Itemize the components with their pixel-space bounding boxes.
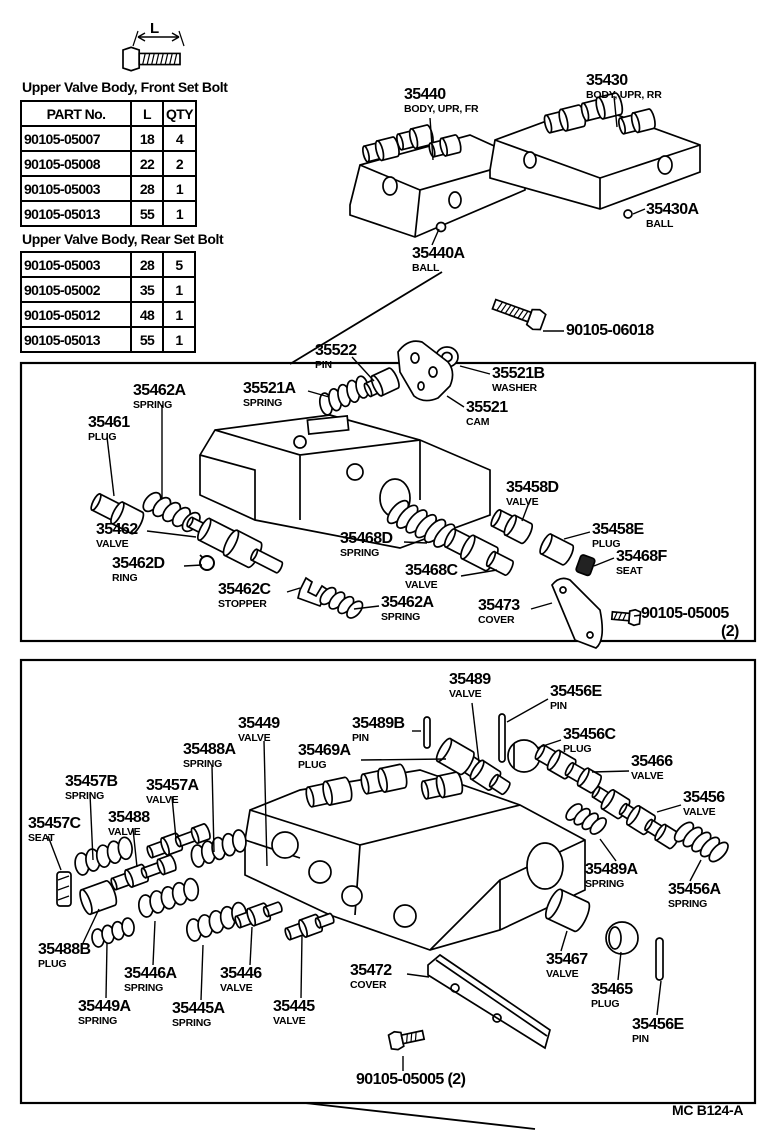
part-label-35456C-28 bbox=[563, 727, 615, 755]
part-label-35446A-39 bbox=[124, 966, 176, 994]
rear-set-bolt-table bbox=[20, 251, 196, 353]
part-number: 35449A bbox=[78, 998, 131, 1015]
part-number: 35458D bbox=[506, 479, 559, 496]
upper-rear-valve-body-drawing bbox=[490, 105, 700, 209]
part-kind: VALVE bbox=[405, 579, 438, 591]
part-label-2-22 bbox=[721, 624, 739, 640]
part-number: 35488 bbox=[108, 809, 150, 826]
part-label-35521A-5 bbox=[243, 381, 295, 409]
part-label-90105-06018-6 bbox=[566, 323, 654, 339]
part-kind: VALVE bbox=[273, 1015, 306, 1027]
part-number: 35488B bbox=[38, 941, 91, 958]
part-kind: SEAT bbox=[28, 832, 55, 844]
part-label-35468C-16 bbox=[405, 563, 457, 591]
part-number: (2) bbox=[721, 623, 739, 640]
part-label-35468F-19 bbox=[616, 549, 667, 577]
part-kind: PIN bbox=[352, 732, 369, 744]
part-kind: COVER bbox=[478, 614, 515, 626]
table-header-row bbox=[21, 101, 196, 126]
part-number: 35430 bbox=[586, 72, 628, 89]
part-label-35456-30 bbox=[683, 790, 725, 818]
part-label-35461-10 bbox=[88, 415, 130, 443]
part-kind: VALVE bbox=[683, 806, 716, 818]
part-kind: VALVE bbox=[631, 770, 664, 782]
part-number: 35521A bbox=[243, 380, 296, 397]
part-number: 35457A bbox=[146, 777, 199, 794]
part-kind: RING bbox=[112, 572, 138, 584]
part-kind: PIN bbox=[550, 700, 567, 712]
part-number: 35467 bbox=[546, 951, 588, 968]
part-label-35462C-13 bbox=[218, 582, 270, 610]
part-number: 35473 bbox=[478, 597, 520, 614]
part-kind: PLUG bbox=[563, 743, 592, 755]
part-number: 35440 bbox=[404, 86, 446, 103]
part-label-35465-47 bbox=[591, 982, 633, 1010]
part-number: 35469A bbox=[298, 742, 351, 759]
figure-code: MC B124-A bbox=[672, 1102, 744, 1118]
part-label-35456E-48 bbox=[632, 1017, 684, 1045]
part-label-35449-26 bbox=[238, 716, 280, 744]
part-kind: SPRING bbox=[65, 790, 105, 802]
part-label-35488-36 bbox=[108, 810, 150, 838]
table-row: 90105-05013 55 1 bbox=[21, 327, 195, 352]
part-label-35457C-37 bbox=[28, 816, 80, 844]
part-label-35462D-12 bbox=[112, 556, 164, 584]
part-kind: CAM bbox=[466, 416, 490, 428]
part-label-35457B-34 bbox=[65, 774, 117, 802]
part-label-35430A-2 bbox=[646, 202, 698, 230]
part-kind: PIN bbox=[315, 359, 332, 371]
part-kind: SPRING bbox=[124, 982, 164, 994]
spring-35449a-glyph bbox=[87, 915, 139, 950]
col-l: L bbox=[131, 101, 163, 126]
part-kind: VALVE bbox=[108, 826, 141, 838]
part-kind: SPRING bbox=[183, 758, 223, 770]
part-number: 35489A bbox=[585, 861, 638, 878]
part-label-35521B-7 bbox=[492, 366, 544, 394]
part-label-35446-40 bbox=[220, 966, 262, 994]
part-label-35462-11 bbox=[96, 522, 138, 550]
spring-35456a-glyph bbox=[670, 816, 733, 867]
part-label-90105-05005-21 bbox=[641, 606, 729, 622]
part-kind: SPRING bbox=[172, 1017, 212, 1029]
part-label-35457A-35 bbox=[146, 778, 198, 806]
part-number: 35489 bbox=[449, 671, 491, 688]
table-row: 90105-05002 35 1 bbox=[21, 277, 195, 302]
ball-35430a-glyph bbox=[624, 210, 632, 218]
part-number: 35521 bbox=[466, 399, 508, 416]
plug-35465-glyph bbox=[606, 922, 638, 954]
col-part-no: PART No. bbox=[21, 101, 131, 126]
valve-35456-glyph bbox=[588, 782, 682, 852]
part-label-35430-1 bbox=[586, 73, 662, 101]
part-number: 35472 bbox=[350, 962, 392, 979]
part-number: 35468C bbox=[405, 562, 458, 579]
part-number: 35446 bbox=[220, 965, 262, 982]
part-kind: VALVE bbox=[146, 794, 179, 806]
part-number: 35457C bbox=[28, 815, 81, 832]
ring-35462d-glyph bbox=[200, 555, 214, 570]
part-number: 35440A bbox=[412, 245, 465, 262]
part-kind: SPRING bbox=[133, 399, 173, 411]
callout-boxes bbox=[21, 272, 755, 1129]
part-number: 35445A bbox=[172, 1000, 225, 1017]
part-kind: VALVE bbox=[220, 982, 253, 994]
pin-35456e-btm-glyph bbox=[656, 938, 663, 980]
part-label-35473-20 bbox=[478, 598, 520, 626]
valve-35445-glyph bbox=[283, 909, 336, 943]
part-kind: SPRING bbox=[381, 611, 421, 623]
part-number: 35488A bbox=[183, 741, 236, 758]
part-number: 35462C bbox=[218, 581, 271, 598]
part-label-35472-44 bbox=[350, 963, 392, 991]
bolt-90105-06018-glyph bbox=[491, 294, 547, 331]
part-kind: VALVE bbox=[96, 538, 129, 550]
part-kind: SPRING bbox=[340, 547, 380, 559]
lower-valve-body-drawing bbox=[245, 770, 585, 950]
part-label-35522-4 bbox=[315, 343, 357, 371]
part-number: 35456A bbox=[668, 881, 721, 898]
part-number: 35456E bbox=[550, 683, 602, 700]
part-kind: BALL bbox=[646, 218, 674, 230]
bolt-90105-05005-btm-glyph bbox=[388, 1026, 425, 1051]
part-number: 35456 bbox=[683, 789, 725, 806]
part-kind: PLUG bbox=[592, 538, 621, 550]
part-kind: BODY, UPR, FR bbox=[404, 103, 479, 115]
part-number: 35449 bbox=[238, 715, 280, 732]
part-label-35440-0 bbox=[404, 87, 478, 115]
part-kind: PLUG bbox=[298, 759, 327, 771]
part-number: 90105-05005 (2) bbox=[356, 1071, 466, 1088]
part-kind: VALVE bbox=[546, 968, 579, 980]
table-row: 90105-05003 28 5 bbox=[21, 252, 195, 277]
part-number: 35489B bbox=[352, 715, 405, 732]
part-kind: SPRING bbox=[78, 1015, 118, 1027]
part-number: 35522 bbox=[315, 342, 357, 359]
table-row: 90105-05007 18 4 bbox=[21, 126, 196, 151]
part-label-90105-050052-45 bbox=[356, 1072, 465, 1088]
part-number: 35462A bbox=[381, 594, 434, 611]
part-label-35489A-31 bbox=[585, 862, 637, 890]
front-set-bolt-table-title: Upper Valve Body, Front Set Bolt bbox=[22, 79, 228, 95]
part-kind: COVER bbox=[350, 979, 387, 991]
part-kind: SPRING bbox=[243, 397, 283, 409]
part-kind: PLUG bbox=[38, 958, 67, 970]
part-kind: SPRING bbox=[668, 898, 708, 910]
part-label-35488A-33 bbox=[183, 742, 235, 770]
part-label-35469A-27 bbox=[298, 743, 350, 771]
part-kind: BODY, UPR, RR bbox=[586, 89, 662, 101]
part-label-35462A-15 bbox=[381, 595, 433, 623]
part-label-35456E-24 bbox=[550, 684, 602, 712]
part-label-35456A-32 bbox=[668, 882, 720, 910]
part-kind: STOPPER bbox=[218, 598, 267, 610]
table-row: 90105-05012 48 1 bbox=[21, 302, 195, 327]
part-label-35445-43 bbox=[273, 999, 315, 1027]
part-number: 35462D bbox=[112, 555, 165, 572]
part-label-35458E-18 bbox=[592, 522, 644, 550]
part-label-35467-46 bbox=[546, 952, 588, 980]
part-label-35445A-42 bbox=[172, 1001, 224, 1029]
bolt-90105-05005-mid-glyph bbox=[611, 608, 640, 626]
part-kind: VALVE bbox=[449, 688, 482, 700]
table-row: 90105-05003 28 1 bbox=[21, 176, 196, 201]
part-number: 35456C bbox=[563, 726, 616, 743]
part-number: 35461 bbox=[88, 414, 130, 431]
cover-35473-glyph bbox=[552, 578, 602, 648]
part-number: 35430A bbox=[646, 201, 699, 218]
part-label-35489B-25 bbox=[352, 716, 404, 744]
part-kind: SPRING bbox=[585, 878, 625, 890]
cover-35472-glyph bbox=[428, 955, 550, 1048]
part-label-35489-23 bbox=[449, 672, 491, 700]
part-number: 35445 bbox=[273, 998, 315, 1015]
part-number: 35468F bbox=[616, 548, 667, 565]
part-number: 35468D bbox=[340, 530, 393, 547]
bolt-length-dim-label: L bbox=[150, 20, 160, 37]
part-label-35521-8 bbox=[466, 400, 508, 428]
part-label-35488B-38 bbox=[38, 942, 90, 970]
pin-35489b-glyph bbox=[424, 717, 430, 748]
part-number: 35521B bbox=[492, 365, 545, 382]
part-kind: PLUG bbox=[591, 998, 620, 1010]
part-number: 35446A bbox=[124, 965, 177, 982]
part-number: 35462 bbox=[96, 521, 138, 538]
table-row: 90105-05013 55 1 bbox=[21, 201, 196, 226]
part-number: 35462A bbox=[133, 382, 186, 399]
part-number: 90105-05005 bbox=[641, 605, 729, 622]
part-kind: VALVE bbox=[506, 496, 539, 508]
part-kind: PIN bbox=[632, 1033, 649, 1045]
part-kind: PLUG bbox=[88, 431, 117, 443]
pin-35456e-top-glyph bbox=[499, 714, 505, 762]
part-number: 35458E bbox=[592, 521, 644, 538]
part-kind: BALL bbox=[412, 262, 440, 274]
part-kind: WASHER bbox=[492, 382, 537, 394]
col-qty: QTY bbox=[163, 101, 196, 126]
seat-35468f-glyph bbox=[575, 554, 595, 576]
part-label-35458D-17 bbox=[506, 480, 558, 508]
part-label-35440A-3 bbox=[412, 246, 464, 274]
table-row: 90105-05008 22 2 bbox=[21, 151, 196, 176]
seat-35457c-glyph bbox=[57, 872, 71, 906]
part-kind: VALVE bbox=[238, 732, 271, 744]
part-label-35468D-14 bbox=[340, 531, 392, 559]
front-set-bolt-table bbox=[20, 100, 197, 227]
bolt-icon bbox=[123, 47, 180, 70]
part-number: 35466 bbox=[631, 753, 673, 770]
part-label-35466-29 bbox=[631, 754, 673, 782]
part-kind: SEAT bbox=[616, 565, 643, 577]
part-number: 35456E bbox=[632, 1016, 684, 1033]
part-number: 90105-06018 bbox=[566, 322, 654, 339]
part-number: 35457B bbox=[65, 773, 118, 790]
part-label-35462A-9 bbox=[133, 383, 185, 411]
part-label-35449A-41 bbox=[78, 999, 130, 1027]
rear-set-bolt-table-title: Upper Valve Body, Rear Set Bolt bbox=[22, 231, 224, 247]
valve-35458d-glyph bbox=[488, 507, 534, 545]
part-number: 35465 bbox=[591, 981, 633, 998]
